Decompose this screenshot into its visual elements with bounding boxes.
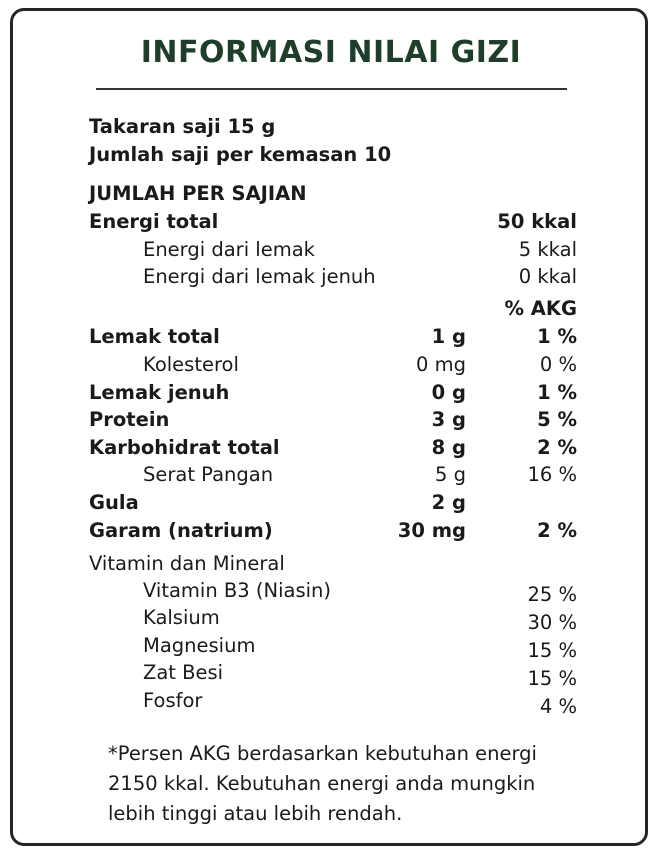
nutrient-akg: 2 % xyxy=(537,519,577,542)
nutrient-akg: 1 % xyxy=(537,325,577,348)
vitamin-label: Kalsium xyxy=(143,606,220,629)
nutrient-amount: 0 mg xyxy=(416,353,466,376)
nutrient-akg: 16 % xyxy=(527,463,577,486)
energy-sat-fat-label: Energi dari lemak jenuh xyxy=(143,265,376,288)
label-title: INFORMASI NILAI GIZI xyxy=(140,35,522,70)
nutrient-amount: 2 g xyxy=(431,491,466,514)
vitamin-label: Fosfor xyxy=(143,689,203,712)
nutrient-akg: 5 % xyxy=(537,408,577,431)
nutrient-label: Garam (natrium) xyxy=(89,519,273,542)
vitamin-label: Vitamin B3 (Niasin) xyxy=(143,579,331,602)
nutrient-label: Karbohidrat total xyxy=(89,436,280,459)
nutrient-label: Lemak total xyxy=(89,325,220,348)
nutrient-label: Serat Pangan xyxy=(143,463,274,486)
energy-total-label: Energi total xyxy=(89,210,219,233)
vitamin-akg: 25 % xyxy=(527,583,577,606)
nutrient-akg: 1 % xyxy=(537,381,577,404)
title-divider xyxy=(96,88,567,90)
vitamin-akg: 4 % xyxy=(539,695,577,718)
vitamin-akg: 15 % xyxy=(527,667,577,690)
energy-sat-fat-value: 0 kkal xyxy=(518,265,577,288)
vitamins-header: Vitamin dan Mineral xyxy=(89,552,285,575)
energy-total-value: 50 kkal xyxy=(497,210,577,233)
nutrient-amount: 8 g xyxy=(431,436,466,459)
nutrient-label: Gula xyxy=(89,491,139,514)
vitamin-akg: 30 % xyxy=(527,611,577,634)
nutrient-amount: 0 g xyxy=(431,381,466,404)
nutrient-amount: 5 g xyxy=(435,463,466,486)
serving-size: Takaran saji 15 g xyxy=(89,115,276,138)
nutrient-label: Lemak jenuh xyxy=(89,381,230,404)
nutrient-akg: 2 % xyxy=(537,436,577,459)
energy-fat-label: Energi dari lemak xyxy=(143,238,315,261)
nutrient-label: Protein xyxy=(89,408,170,431)
energy-fat-value: 5 kkal xyxy=(518,238,577,261)
section-header: JUMLAH PER SAJIAN xyxy=(89,182,307,205)
vitamin-label: Zat Besi xyxy=(143,661,224,684)
vitamin-label: Magnesium xyxy=(143,634,256,657)
nutrient-akg: 0 % xyxy=(539,353,577,376)
nutrient-amount: 3 g xyxy=(431,408,466,431)
akg-header: % AKG xyxy=(504,297,577,320)
nutrient-amount: 1 g xyxy=(431,325,466,348)
nutrient-amount: 30 mg xyxy=(397,519,466,542)
footnote: *Persen AKG berdasarkan kebutuhan energi 2150 kkal. Kebutuhan energi anda mungkin lebih tinggi atau lebih rendah. xyxy=(108,742,537,825)
nutrient-label: Kolesterol xyxy=(143,353,239,376)
servings-per-pack: Jumlah saji per kemasan 10 xyxy=(89,143,392,166)
vitamin-akg: 15 % xyxy=(527,639,577,662)
